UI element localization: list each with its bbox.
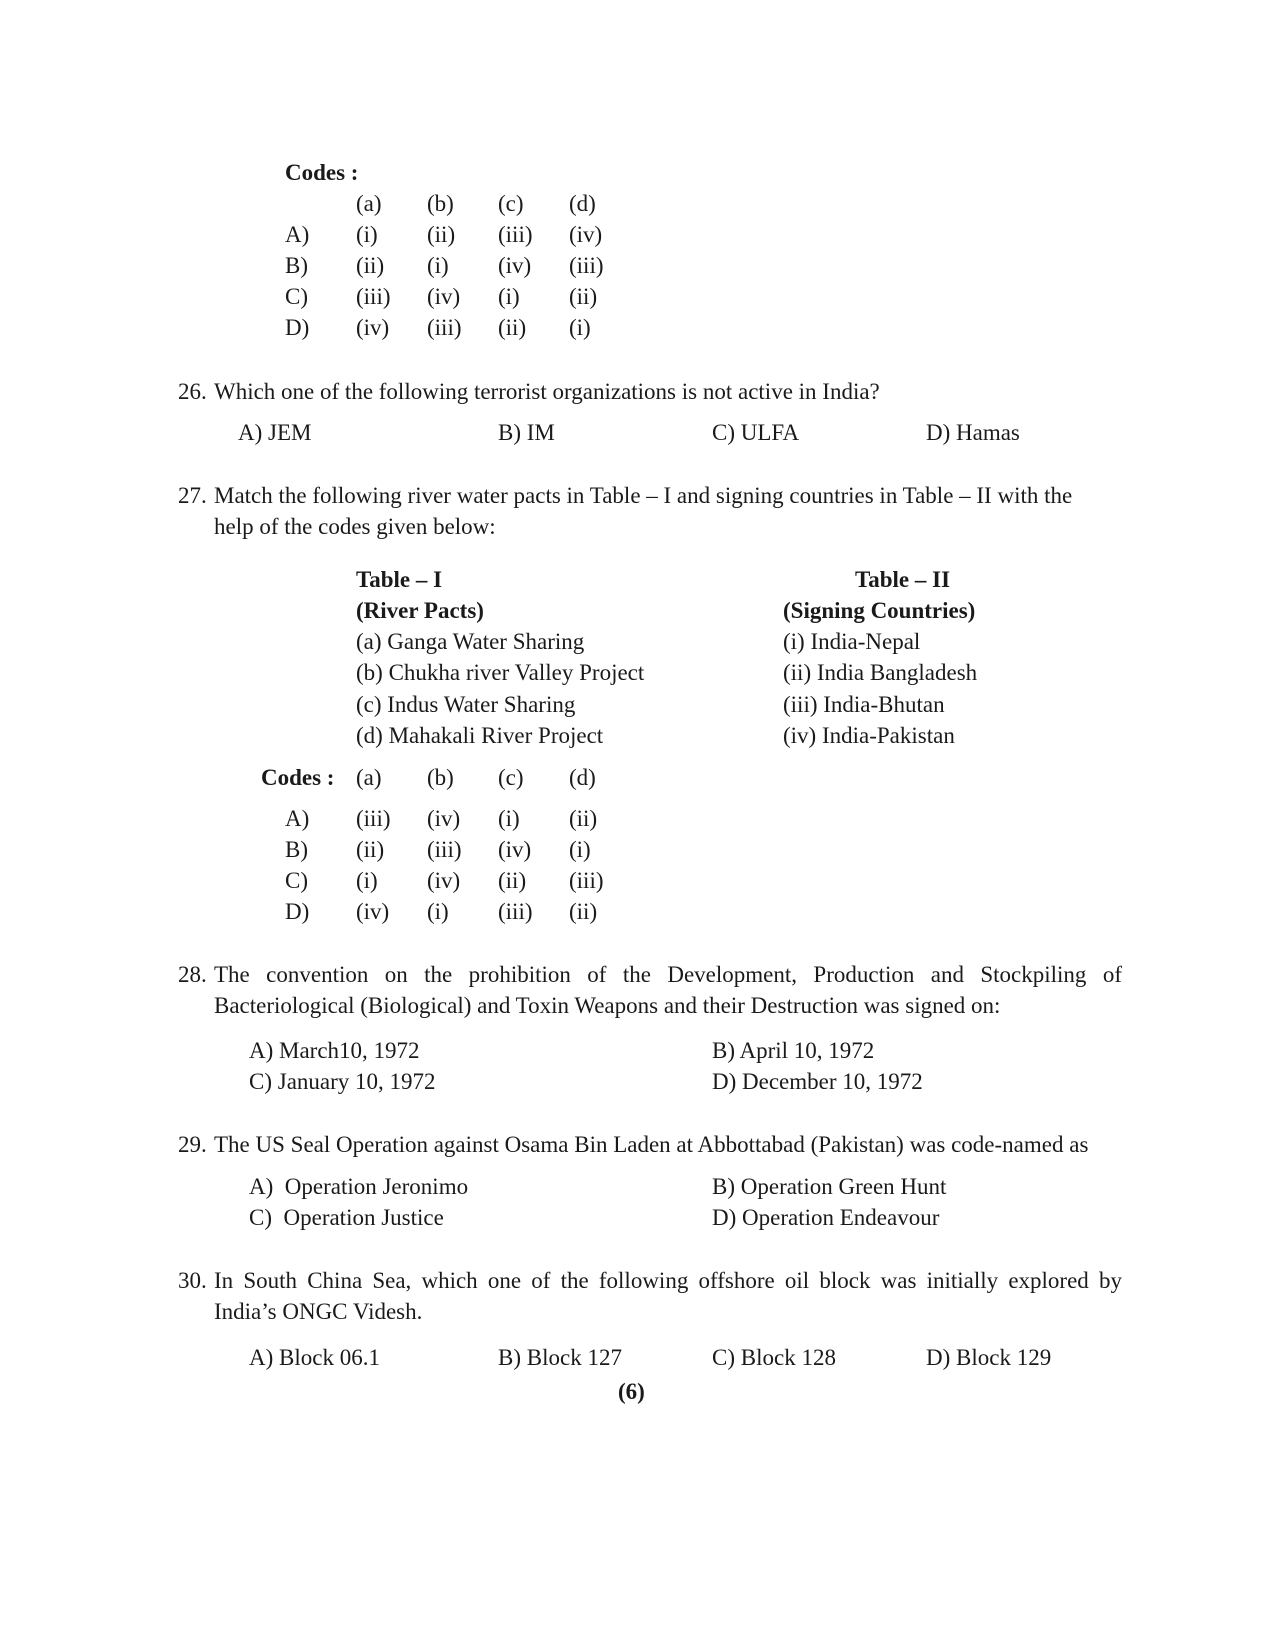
- option-b[interactable]: B) April 10, 1972: [712, 1038, 875, 1063]
- option-a[interactable]: A) Operation Jeronimo: [249, 1174, 469, 1199]
- option-d[interactable]: D): [285, 899, 310, 924]
- codes-row-label: D): [285, 315, 310, 340]
- table-1-item: (b) Chukha river Valley Project: [356, 660, 645, 685]
- option-b[interactable]: B) Block 127: [498, 1345, 622, 1370]
- table-1-item: (d) Mahakali River Project: [356, 723, 604, 748]
- codes-heading: Codes :: [261, 765, 335, 790]
- page-number: (6): [618, 1379, 645, 1404]
- codes-cell: (ii): [498, 868, 527, 893]
- question-number: 30.: [178, 1268, 207, 1293]
- option-d[interactable]: D) December 10, 1972: [712, 1069, 923, 1094]
- codes-cell: (i): [498, 284, 520, 309]
- codes-cell: (iii): [356, 284, 391, 309]
- table-1-subtitle: (River Pacts): [356, 598, 484, 623]
- codes-cell: (iii): [498, 222, 533, 247]
- option-c[interactable]: C) Operation Justice: [249, 1205, 444, 1230]
- question-number: 28.: [178, 962, 207, 987]
- option-b[interactable]: B): [285, 837, 308, 862]
- codes-column-a: (a): [356, 191, 382, 216]
- table-2-subtitle: (Signing Countries): [783, 598, 976, 623]
- table-1-title: Table – I: [356, 567, 443, 592]
- codes-column-b: (b): [427, 765, 454, 790]
- codes-cell: (iv): [427, 868, 461, 893]
- codes-column-c: (c): [498, 765, 524, 790]
- table-1-item: (a) Ganga Water Sharing: [356, 629, 585, 654]
- option-c[interactable]: C) ULFA: [712, 420, 800, 445]
- question-text: The US Seal Operation against Osama Bin Laden at Abbottabad (Pakistan) was code-named as: [214, 1132, 1089, 1157]
- codes-row-label: B): [285, 253, 308, 278]
- codes-cell: (i): [356, 222, 378, 247]
- codes-cell: (iv): [427, 806, 461, 831]
- table-2-item: (i) India-Nepal: [783, 629, 921, 654]
- option-a[interactable]: A) March10, 1972: [249, 1038, 420, 1063]
- codes-column-b: (b): [427, 191, 454, 216]
- table-2-title: Table – II: [855, 567, 951, 592]
- codes-row-label: C): [285, 284, 308, 309]
- question-text-line-2: help of the codes given below:: [214, 514, 496, 539]
- codes-column-a: (a): [356, 765, 382, 790]
- codes-column-d: (d): [569, 765, 596, 790]
- codes-cell: (iv): [569, 222, 603, 247]
- codes-cell: (ii): [356, 253, 385, 278]
- question-text-line-1: In South China Sea, which one of the following offshore oil block was initially explored by: [214, 1268, 1122, 1293]
- codes-cell: (ii): [498, 315, 527, 340]
- codes-cell: (iv): [498, 837, 532, 862]
- question-number: 27.: [178, 483, 207, 508]
- question-text-line-1: Match the following river water pacts in Table – I and signing countries in Table – II with the: [214, 483, 1073, 508]
- codes-cell: (ii): [569, 806, 598, 831]
- option-a[interactable]: A) JEM: [238, 420, 312, 445]
- option-b[interactable]: B) IM: [498, 420, 555, 445]
- codes-cell: (i): [569, 315, 591, 340]
- codes-row-label: A): [285, 222, 310, 247]
- question-number: 29.: [178, 1132, 207, 1157]
- codes-cell: (ii): [427, 222, 456, 247]
- codes-cell: (iv): [356, 315, 390, 340]
- table-2-item: (ii) India Bangladesh: [783, 660, 978, 685]
- codes-cell: (i): [498, 806, 520, 831]
- option-c[interactable]: C): [285, 868, 308, 893]
- codes-cell: (ii): [569, 899, 598, 924]
- codes-cell: (iii): [356, 806, 391, 831]
- codes-cell: (iii): [427, 837, 462, 862]
- codes-cell: (i): [427, 899, 449, 924]
- codes-cell: (i): [356, 868, 378, 893]
- codes-cell: (iv): [498, 253, 532, 278]
- question-text-line-2: Bacteriological (Biological) and Toxin Weapons and their Destruction was signed on:: [214, 993, 1001, 1018]
- codes-cell: (iv): [356, 899, 390, 924]
- codes-cell: (iii): [569, 868, 604, 893]
- option-c[interactable]: C) January 10, 1972: [249, 1069, 436, 1094]
- option-b[interactable]: B) Operation Green Hunt: [712, 1174, 947, 1199]
- question-text-line-1: The convention on the prohibition of the Development, Production and Stockpiling of: [214, 962, 1122, 987]
- codes-cell: (iii): [498, 899, 533, 924]
- option-d[interactable]: D) Operation Endeavour: [712, 1205, 940, 1230]
- table-1-item: (c) Indus Water Sharing: [356, 692, 576, 717]
- codes-cell: (i): [427, 253, 449, 278]
- question-text: Which one of the following terrorist organizations is not active in India?: [214, 379, 880, 404]
- codes-heading: Codes :: [285, 160, 359, 185]
- option-a[interactable]: A) Block 06.1: [249, 1345, 380, 1370]
- option-d[interactable]: D) Hamas: [926, 420, 1020, 445]
- table-2-item: (iv) India-Pakistan: [783, 723, 955, 748]
- option-d[interactable]: D) Block 129: [926, 1345, 1052, 1370]
- codes-cell: (ii): [356, 837, 385, 862]
- codes-column-d: (d): [569, 191, 596, 216]
- codes-column-c: (c): [498, 191, 524, 216]
- codes-cell: (i): [569, 837, 591, 862]
- option-a[interactable]: A): [285, 806, 310, 831]
- codes-cell: (iii): [569, 253, 604, 278]
- option-c[interactable]: C) Block 128: [712, 1345, 836, 1370]
- codes-cell: (ii): [569, 284, 598, 309]
- question-number: 26.: [178, 379, 207, 404]
- codes-cell: (iv): [427, 284, 461, 309]
- table-2-item: (iii) India-Bhutan: [783, 692, 945, 717]
- codes-cell: (iii): [427, 315, 462, 340]
- question-text-line-2: India’s ONGC Videsh.: [214, 1299, 423, 1324]
